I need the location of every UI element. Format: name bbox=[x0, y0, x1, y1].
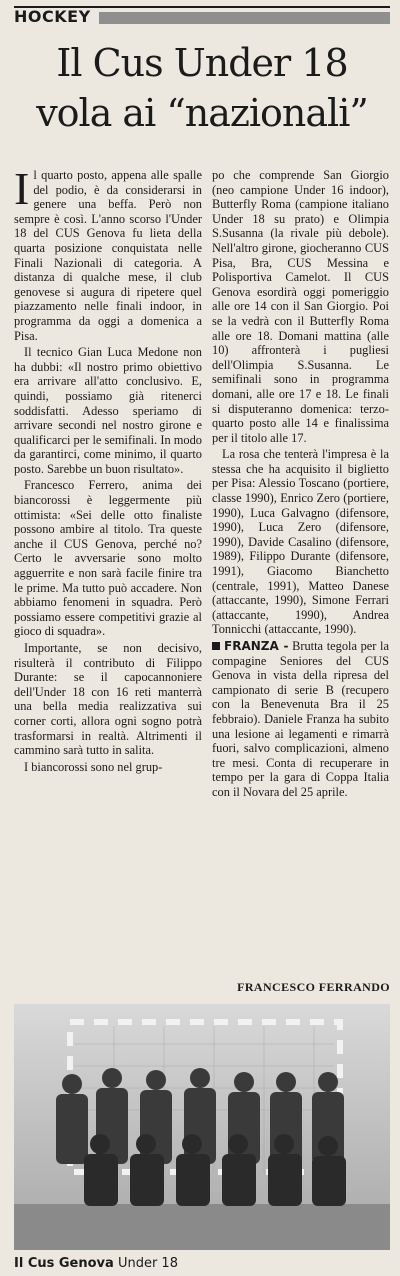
paragraph: Il tecnico Gian Luca Medone non ha dubbi: «Il nostro primo obiettivo era arrivare all'atto conclusivo. E, quindi, possiamo già ritenerci soddisfatti. Adesso speriamo di arrivare secondi nel nostro girone e qualificarci per le semifinali. In modo da garantirci, come minimo, il quarto posto. Sarebbe un buon risultato». bbox=[14, 345, 202, 476]
drop-cap: I bbox=[14, 163, 30, 214]
paragraph: po che comprende San Giorgio (neo campione Under 16 indoor), Butterfly Roma (campione italiano Under 18 su prato) e Olimpia S.Susanna (la rivale più debole). Nell'altro girone, giocheranno CUS Pisa, Bra, CUS Messina e Polisportiva Camelot. Il CUS Genova esordirà oggi pomeriggio alle ore 14 con il San Giorgio. Poi se la vedrà con il Butterfly Roma alle ore 18. Domani mattina (alle 10) affronterà i pugliesi dell'Olimpia S.Susanna. Le semifinali sono in programma domani, alle ore 17 e 18. Le finali si disputeranno domenica: terzo-quarto posto alle 14 e finalissima per il titolo alle 17. bbox=[212, 168, 389, 445]
paragraph: Francesco Ferrero, anima dei biancorossi è leggermente più ottimista: «Sei delle otto finaliste possono ambire al titolo. Tra queste anche il CUS Genova, perché no? Certo le avversarie sono molto agguerrite e non sarà facile finire tra le prime. Ma tutto può accadere. Non abbiamo fenomeni in squadra. Però possiamo essere competitivi grazie al gioco di squadra». bbox=[14, 478, 202, 639]
paragraph-franza: FRANZA - Brutta tegola per la compagine Seniores del CUS Genova in vista della ripresa del campionato di serie B (recupero con la Benevenuta Bra il 25 febbraio). Daniele Franza ha subito una lesione ai legamenti e rimarrà fuori, salvo complicazioni, almeno tre mesi. Conta di recuperare in tempo per la gara di Coppa Italia con il Novara del 25 aprile. bbox=[212, 639, 389, 799]
paragraph: Il quarto posto, appena alle spalle del podio, è da considerarsi in genere una beffa. Però non sempre è così. L'anno scorso l'Under 18 del CUS Genova fu lieta della quarta posizione conquistata nelle Finali Nazionali di categoria. A distanza di qualche mese, il club genovese si augura di ripetere quel piazzamento nelle finali indoor, in programma da oggi a domenica a Pisa. bbox=[14, 163, 202, 343]
paragraph: La rosa che tenterà l'impresa è la stessa che ha acquisito il biglietto per Pisa: Alessio Toscano (portiere, classe 1990), Enrico Zero (portiere, 1990), Luca Galvagno (difensore, 1990), Luca Zero (difensore, 1990), Davide Casalino (difensore, 1989), Filippo Durante (difensore, 1991), Giacomo Bianchetto (centrale, 1991), Matteo Danese (attaccante, 1990), Simone Ferrari (attaccante, 1990), Andrea Tonnicchi (attaccante, 1990). bbox=[212, 447, 389, 637]
paragraph: I biancorossi sono nel grup- bbox=[24, 759, 163, 774]
subhead: FRANZA - bbox=[224, 639, 289, 653]
caption-bold: Il Cus Genova bbox=[14, 1256, 114, 1271]
team-photo-illustration bbox=[14, 1004, 390, 1250]
section-bar bbox=[14, 6, 390, 26]
byline: FRANCESCO FERRANDO bbox=[237, 980, 390, 994]
photo-caption bbox=[14, 1256, 390, 1271]
paragraph: Importante, se non decisivo, risulterà il contributo di Filippo Durante: se il capocannoniere dell'Under 18 con 16 reti manterrà una bella media realizzativa sui corner corti, allora ogni sogno potrà trasformarsi in realtà. Altrimenti il cammino sarà tutto in salita. bbox=[14, 641, 202, 758]
square-bullet-icon bbox=[212, 642, 220, 650]
headline bbox=[14, 38, 390, 138]
team-photo bbox=[14, 1004, 390, 1250]
headline-line-1: Il Cus Under 18 bbox=[56, 41, 348, 85]
section-label: HOCKEY bbox=[14, 8, 99, 26]
caption-rest: Under 18 bbox=[113, 1256, 178, 1271]
article-column-right bbox=[212, 168, 389, 802]
headline-line-2: vola ai “nazionali” bbox=[36, 91, 368, 135]
article-column-left bbox=[14, 163, 202, 776]
